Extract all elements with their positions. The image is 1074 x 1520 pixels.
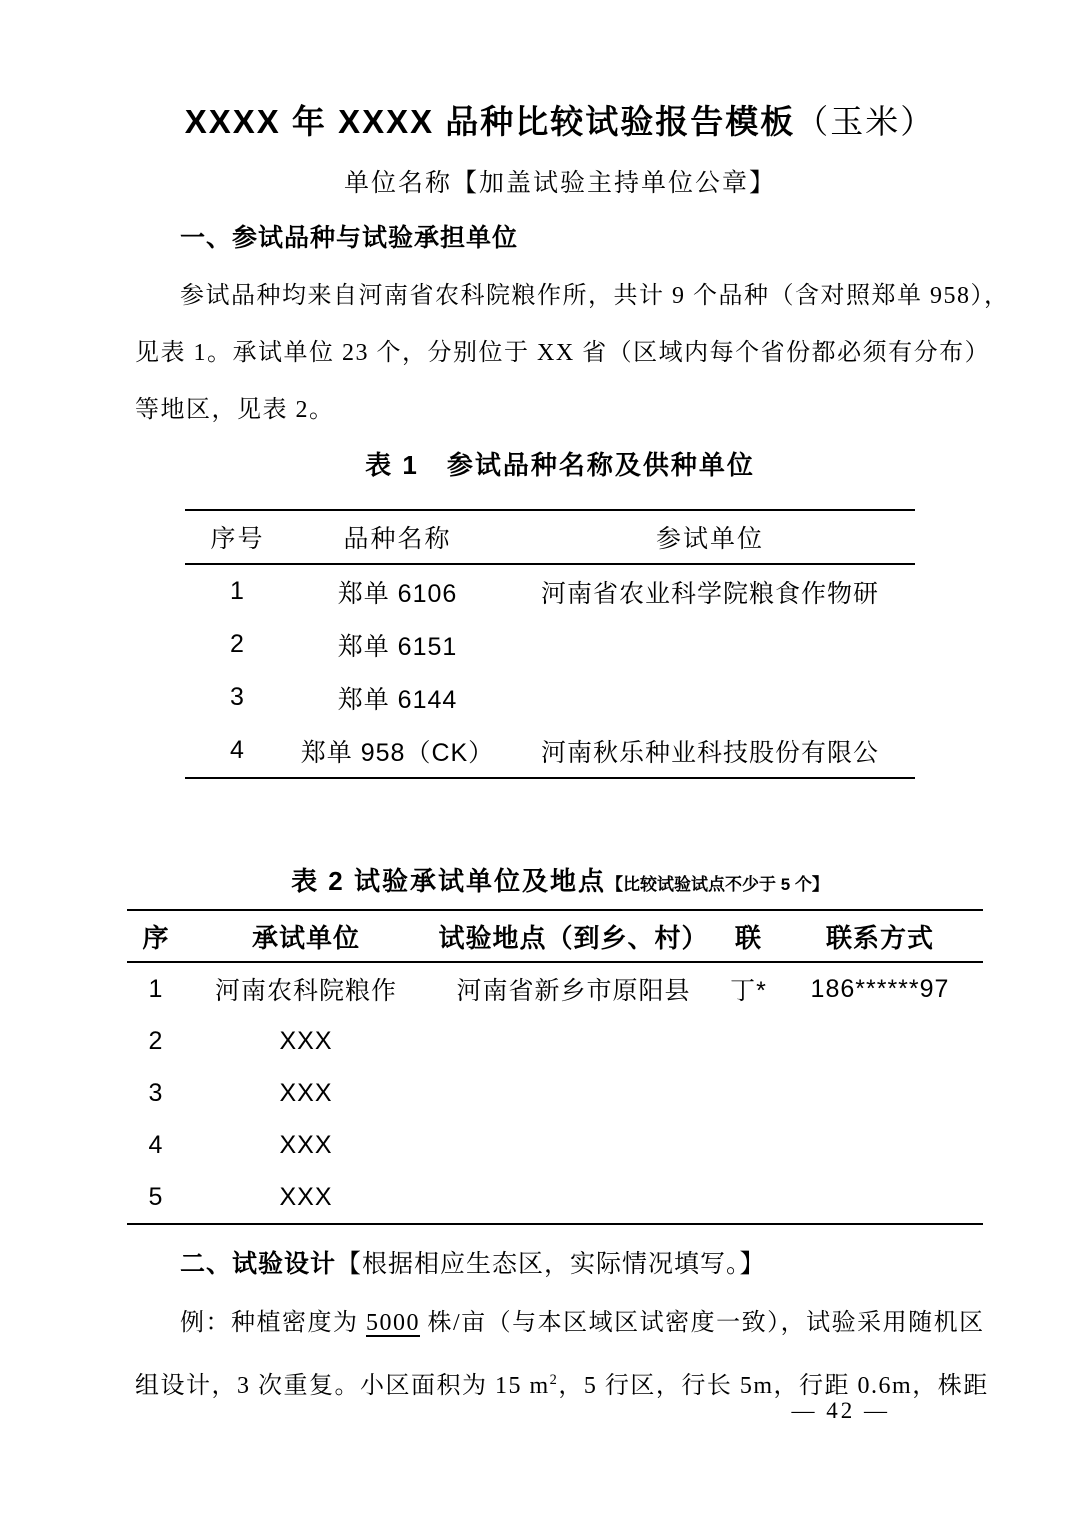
table-cell: 郑单 958（CK） <box>300 738 495 767</box>
table-cell <box>427 1119 720 1171</box>
table-row <box>185 671 915 724</box>
superscript: 2 <box>549 1372 559 1388</box>
table-2-title-note: 【比较试验试点不少于 5 个】 <box>606 875 829 894</box>
table-cell <box>427 1171 720 1224</box>
table-cell: 郑单 6144 <box>337 685 458 714</box>
paragraph-text: ，5 行区，行长 5m，行距 0.6m，株距 <box>558 1373 989 1399</box>
paragraph-text: 例：种植密度为 <box>180 1310 366 1336</box>
table-cell: XXX <box>279 1182 333 1211</box>
document-title <box>135 102 985 143</box>
table-cell: 5 <box>148 1182 164 1211</box>
table-header-cell: 试验地点（到乡、村） <box>427 910 720 962</box>
table-cell: 河南农科院粮作 <box>214 977 397 1005</box>
page-number: — 42 — <box>791 1398 890 1423</box>
table-cell <box>777 1067 983 1119</box>
underlined-value: 5000 <box>366 1310 420 1336</box>
table-cell: XXX <box>279 1130 333 1159</box>
table-header-cell: 序号 <box>185 510 290 564</box>
table-cell <box>720 1015 777 1067</box>
table-cell: 河南省新乡市原阳县 <box>456 977 691 1005</box>
section-1-heading: 一、参试品种与试验承担单位 <box>180 224 519 252</box>
table-1 <box>185 509 915 779</box>
table-cell <box>427 1015 720 1067</box>
table-cell: 1 <box>230 577 245 605</box>
table-cell: 1 <box>148 974 164 1003</box>
paragraph-line: 见表 1。承试单位 23 个，分别位于 XX 省（区域内每个省份都必须有分布） <box>135 340 991 366</box>
paragraph-text: 组设计，3 次重复。小区面积为 15 m <box>135 1373 550 1399</box>
table-cell: 3 <box>148 1078 164 1107</box>
table-header-cell: 承试单位 <box>185 910 427 962</box>
section-2-paragraph <box>135 1295 989 1415</box>
table-row <box>185 564 915 618</box>
table-row <box>127 1119 983 1171</box>
table-2-title-main: 表 2 试验承试单位及地点 <box>291 866 606 896</box>
table-cell: 3 <box>230 683 245 711</box>
table-cell: 4 <box>230 736 245 764</box>
table-header-cell: 品种名称 <box>290 510 505 564</box>
table-row <box>127 1015 983 1067</box>
paragraph-text: 株/亩（与本区域区试密度一致），试验采用随机区 <box>420 1310 985 1336</box>
table-cell: XXX <box>279 1026 333 1055</box>
table-cell: 4 <box>148 1130 164 1159</box>
table-cell <box>777 1015 983 1067</box>
document-subtitle: 单位名称【加盖试验主持单位公章】 <box>343 170 776 197</box>
table-cell <box>505 618 915 671</box>
table-header-cell: 参试单位 <box>505 510 915 564</box>
table-cell: 2 <box>230 630 245 658</box>
table-cell <box>720 1119 777 1171</box>
table-cell: 186******97 <box>810 974 950 1003</box>
table-cell: 郑单 6151 <box>337 632 458 661</box>
paragraph-line: 参试品种均来自河南省农科院粮作所，共计 9 个品种（含对照郑单 958）， <box>180 283 1010 309</box>
table-row <box>185 724 915 778</box>
document-content <box>135 0 1010 1415</box>
table-row <box>127 1067 983 1119</box>
paragraph-line <box>135 1295 985 1352</box>
table-row <box>127 1171 983 1224</box>
table-header-cell: 联系方式 <box>777 910 983 962</box>
table-row <box>185 618 915 671</box>
table-header-cell: 联 <box>720 910 777 962</box>
table-cell <box>505 671 915 724</box>
paragraph-line: 等地区，见表 2。 <box>135 397 335 423</box>
table-cell <box>427 1067 720 1119</box>
table-2-title <box>135 865 985 901</box>
table-cell <box>720 1171 777 1224</box>
table-row <box>127 962 983 1015</box>
table-2 <box>127 909 983 1225</box>
table-cell <box>777 1171 983 1224</box>
table-1-title: 表 1 参试品种名称及供种单位 <box>365 450 755 480</box>
table-cell <box>720 1067 777 1119</box>
table-2-header-row <box>127 910 983 962</box>
table-cell: 丁* <box>730 977 767 1005</box>
section-2-heading <box>135 1249 985 1280</box>
document-title-main: XXXX 年 XXXX 品种比较试验报告模板 <box>184 103 796 140</box>
section-1-paragraph <box>135 268 1010 439</box>
table-header-cell: 序 <box>127 910 185 962</box>
table-cell: 河南秋乐种业科技股份有限公 <box>540 738 879 767</box>
table-cell: XXX <box>279 1078 333 1107</box>
document-title-suffix: （玉米） <box>795 105 936 141</box>
table-cell: 河南省农业科学院粮食作物研 <box>540 579 879 608</box>
section-2-heading-main: 二、试验设计 <box>180 1250 337 1278</box>
section-2-heading-note: 【根据相应生态区，实际情况填写。】 <box>336 1251 766 1278</box>
table-cell: 2 <box>148 1026 164 1055</box>
table-cell: 郑单 6106 <box>337 579 458 608</box>
table-1-header-row <box>185 510 915 564</box>
table-cell <box>777 1119 983 1171</box>
